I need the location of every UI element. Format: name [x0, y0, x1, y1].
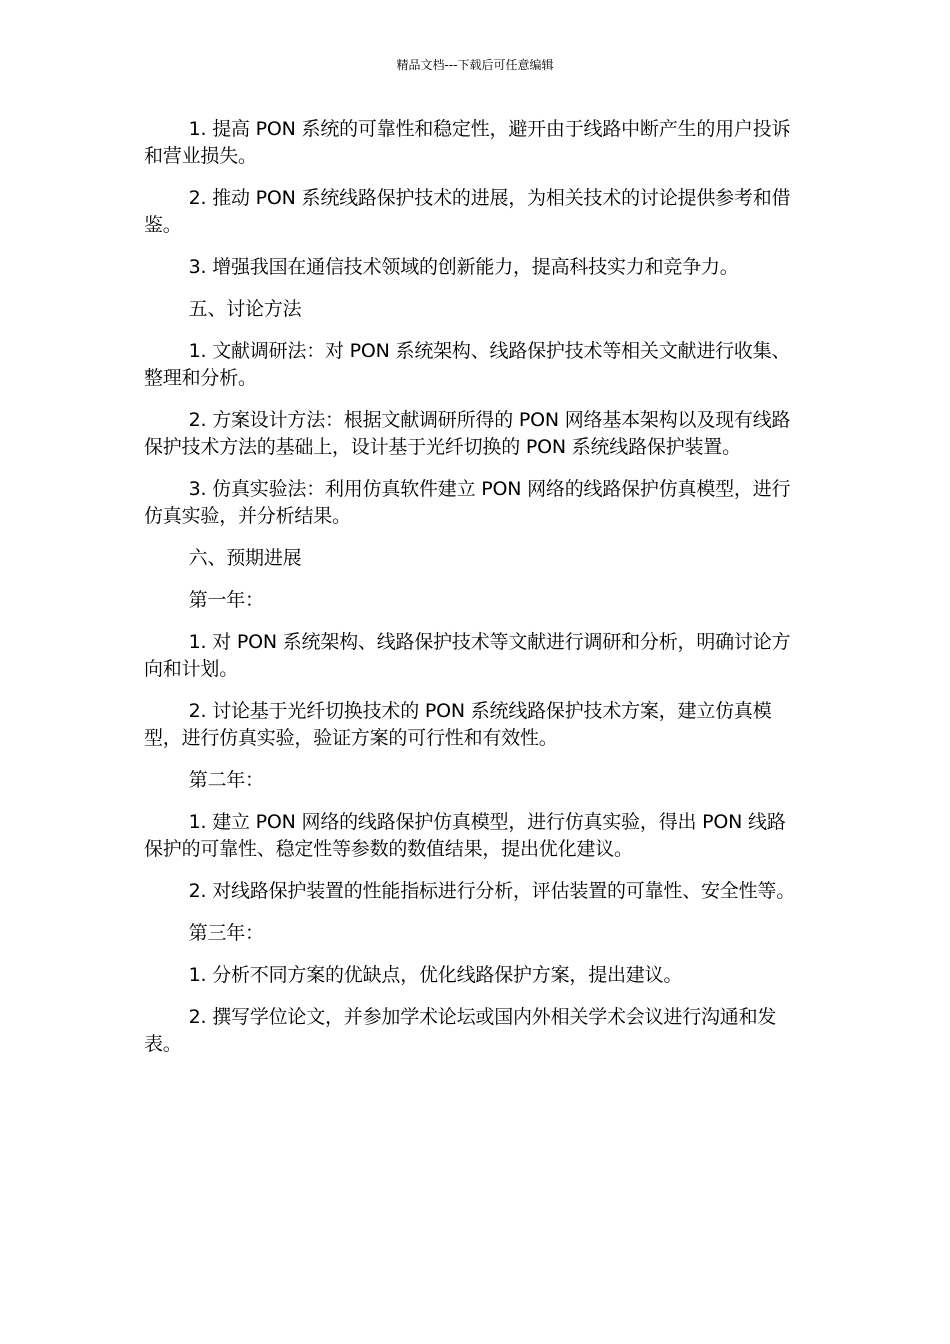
paragraph-year3-2: 2. 撰写学位论文，并参加学术论坛或国内外相关学术会议进行沟通和发表。 [144, 1006, 777, 1055]
document-body [144, 116, 804, 1073]
paragraph-year1-1: 1. 对 PON 系统架构、线路保护技术等文献进行调研和分析，明确讨论方向和计划。 [144, 631, 791, 680]
page-header: 精品文档---下载后可任意编辑 [396, 58, 554, 72]
paragraph-goal-2: 2. 推动 PON 系统线路保护技术的进展，为相关技术的讨论提供参考和借鉴。 [144, 187, 791, 236]
year-heading-3: 第三年： [188, 922, 264, 944]
year-heading-1: 第一年： [188, 589, 264, 611]
year-heading-2: 第二年： [188, 769, 264, 791]
paragraph-year1-2: 2. 讨论基于光纤切换技术的 PON 系统线路保护技术方案，建立仿真模型，进行仿真实验，验证方案的可行性和有效性。 [144, 700, 772, 749]
section-heading-methods: 五、讨论方法 [188, 298, 302, 320]
paragraph-goal-3: 3. 增强我国在通信技术领域的创新能力，提高科技实力和竞争力。 [188, 256, 739, 278]
paragraph-year2-2: 2. 对线路保护装置的性能指标进行分析，评估装置的可靠性、安全性等。 [188, 880, 796, 902]
paragraph-method-3: 3. 仿真实验法：利用仿真软件建立 PON 网络的线路保护仿真模型，进行仿真实验，并分析结果。 [144, 478, 791, 527]
paragraph-year2-1: 1. 建立 PON 网络的线路保护仿真模型，进行仿真实验，得出 PON 线路保护的可靠性、稳定性等参数的数值结果，提出优化建议。 [144, 811, 786, 860]
paragraph-year3-1: 1. 分析不同方案的优缺点，优化线路保护方案，提出建议。 [188, 964, 683, 986]
paragraph-method-2: 2. 方案设计方法：根据文献调研所得的 PON 网络基本架构以及现有线路保护技术方法的基础上，设计基于光纤切换的 PON 系统线路保护装置。 [144, 409, 791, 458]
paragraph-goal-1: 1. 提高 PON 系统的可靠性和稳定性，避开由于线路中断产生的用户投诉和营业损失。 [144, 118, 791, 167]
paragraph-method-1: 1. 文献调研法：对 PON 系统架构、线路保护技术等相关文献进行收集、整理和分析。 [144, 340, 791, 389]
section-heading-progress: 六、预期进展 [188, 547, 302, 569]
